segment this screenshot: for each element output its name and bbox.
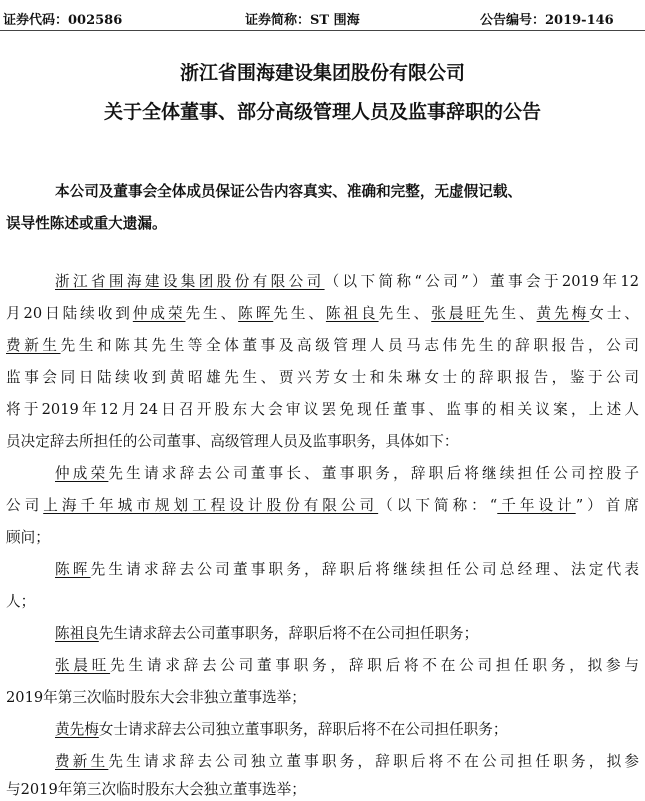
person-name: 黄先梅 <box>536 305 590 322</box>
body-line: 将于2019年12月24日召开股东大会审议罢免现任董事、监事的相关议案，上述人 <box>6 401 639 418</box>
company-name: 浙江省围海建设集团股份有限公司 <box>55 273 325 290</box>
body-line: 月20日陆续收到仲成荣先生、陈晖先生、陈祖良先生、张晨旺先生、黄先梅女士、 <box>6 305 639 322</box>
person-name: 黄先梅 <box>55 721 99 738</box>
company-title: 浙江省围海建设集团股份有限公司 <box>179 62 465 84</box>
body-line: 陈祖良先生请求辞去公司董事职务，辞职后将不在公司担任职务； <box>55 625 479 642</box>
security-code: 证券代码：002586 <box>3 13 123 28</box>
statement-line-2: 误导性陈述或重大遗漏。 <box>6 215 167 232</box>
person-name: 费新生 <box>6 337 61 354</box>
body-line: 张晨旺先生请求辞去公司董事职务，辞职后将不在公司担任职务，拟参与 <box>55 657 639 674</box>
header-rule <box>0 30 645 31</box>
security-short-name: 证券简称：ST 围海 <box>245 13 360 28</box>
person-name: 仲成荣 <box>55 465 109 482</box>
body-line: 黄先梅女士请求辞去公司独立董事职务，辞职后将不在公司担任职务； <box>55 721 508 738</box>
body-line: 费新生先生和陈其先生等全体董事及高级管理人员马志伟先生的辞职报告，公司 <box>6 337 639 354</box>
subsidiary-short-name: 千年设计 <box>497 497 576 514</box>
person-name: 仲成荣 <box>132 305 186 322</box>
body-line: 与2019年第三次临时股东大会独立董事选举； <box>6 781 306 798</box>
body-line: 费新生先生请求辞去公司独立董事职务，辞职后将不在公司担任职务，拟参 <box>55 753 639 770</box>
body-line: 顾问； <box>6 529 50 546</box>
body-line: 浙江省围海建设集团股份有限公司（以下简称“公司”）董事会于2019年12 <box>55 273 639 290</box>
body-line: 监事会同日陆续收到黄昭雄先生、贾兴芳女士和朱琳女士的辞职报告，鉴于公司 <box>6 369 639 386</box>
person-name: 陈祖良 <box>55 625 99 642</box>
notice-number: 公告编号：2019-146 <box>480 13 614 28</box>
person-name: 陈晖 <box>238 305 274 322</box>
body-line: 公司上海千年城市规划工程设计股份有限公司（以下简称：“千年设计”）首席 <box>6 497 639 514</box>
person-name: 张晨旺 <box>55 657 111 674</box>
person-name: 张晨旺 <box>431 305 484 322</box>
body-line: 员决定辞去所担任的公司董事、高级管理人员及监事职务，具体如下： <box>6 433 459 450</box>
body-line: 2019年第三次临时股东大会非独立董事选举； <box>6 689 306 706</box>
notice-title: 关于全体董事、部分高级管理人员及监事辞职的公告 <box>103 101 541 123</box>
statement-line-1: 本公司及董事会全体成员保证公告内容真实、准确和完整，无虚假记载、 <box>55 183 523 200</box>
subsidiary-name: 上海千年城市规划工程设计股份有限公司 <box>43 497 379 514</box>
body-line: 人； <box>6 593 36 610</box>
person-name: 陈祖良 <box>325 305 379 322</box>
body-line: 陈晖先生请求辞去公司董事职务，辞职后将继续担任公司总经理、法定代表 <box>55 561 639 578</box>
person-name: 费新生 <box>55 753 109 770</box>
person-name: 陈晖 <box>55 561 91 578</box>
body-line: 仲成荣先生请求辞去公司董事长、董事职务，辞职后将继续担任公司控股子 <box>55 465 639 482</box>
